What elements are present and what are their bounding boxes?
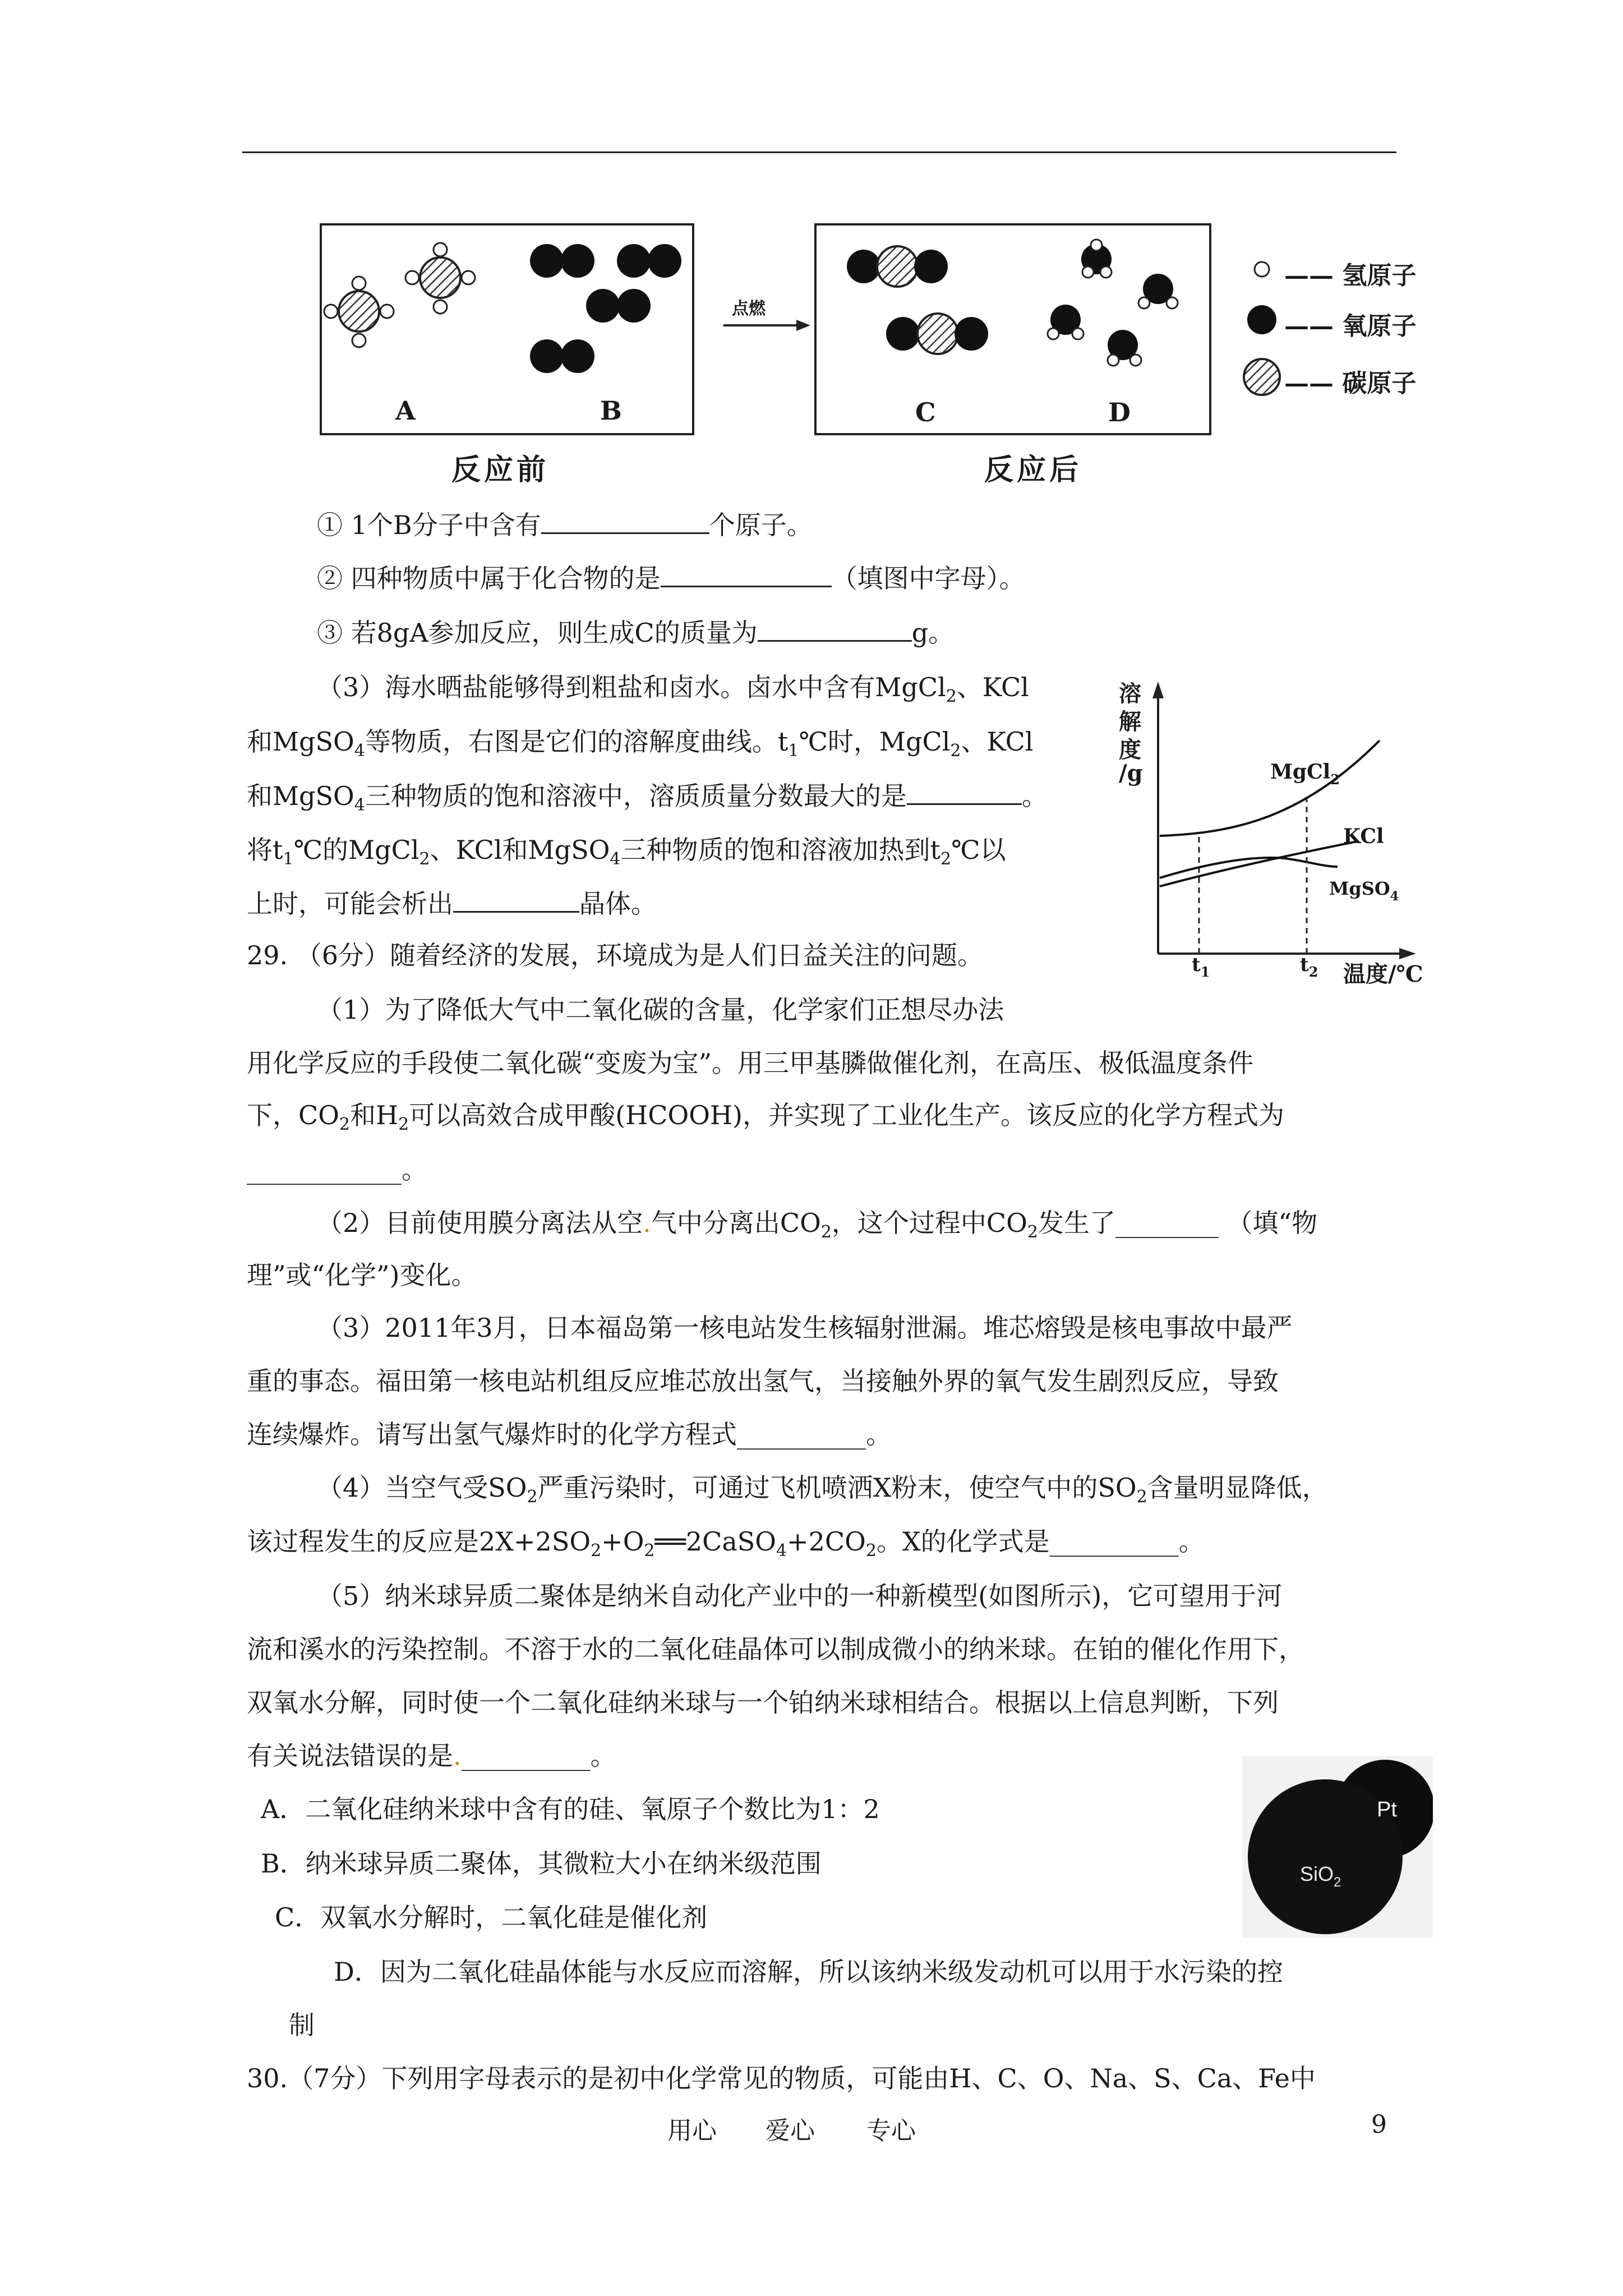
q29-p1-line2: 用化学反应的手段使二氧化碳“变废为宝”。用三甲基膦做催化剂，在高压、极低温度条件 — [247, 1048, 1254, 1078]
arrow-label: 点燃 — [732, 299, 766, 319]
q29-title: 29. （6分）随着经济的发展，环境成为是人们日益关注的问题。 — [247, 940, 984, 970]
oxygen-molecule — [530, 244, 594, 278]
methane-molecule — [324, 277, 394, 347]
legend-hydrogen: —— 氢原子 — [1284, 261, 1417, 290]
q29-p5-line1: （5）纳米球异质二聚体是纳米自动化产业中的一种新模型(如图所示)，它可望用于河 — [317, 1581, 1283, 1611]
q29-p2-line1: （2）目前使用膜分离法从空.气中分离出$CO_2$，这个过程中$CO_2$发生了________ （填“物 — [317, 1208, 1318, 1242]
q29-p1-line1: （1）为了降低大气中二氧化碳的含量，化学家们正想尽办法 — [317, 995, 1004, 1025]
pt-label: Pt — [1377, 1798, 1397, 1821]
answer-blank[interactable] — [907, 779, 1022, 805]
item-3: ③ 若8gA参加反应，则生成C的质量为 g。 — [317, 615, 954, 650]
q29-p3-line3: 连续爆炸。请写出氢气爆炸时的化学方程式__________。 — [247, 1419, 892, 1450]
option-c: C．双氧水分解时，二氧化硅是催化剂 — [275, 1902, 708, 1932]
answer-blank[interactable] — [661, 561, 832, 587]
legend-carbon: —— 碳原子 — [1284, 369, 1417, 398]
q29-p3-line2: 重的事态。福田第一核电站机组反应堆芯放出氢气，当接触外界的氧气发生剧烈反应，导致 — [247, 1366, 1279, 1396]
item-1: ① 1个B分子中含有 个原子。 — [317, 508, 813, 542]
hydrogen-atom-icon — [1255, 262, 1269, 277]
q29-p3-line1: （3）2011年3月，日本福岛第一核电站发生核辐射泄漏。堆芯熔毁是核电事故中最严 — [317, 1313, 1293, 1343]
kcl-label: KCl — [1343, 825, 1384, 848]
option-a: A．二氧化硅纳米球中含有的硅、氧原子个数比为1：2 — [261, 1794, 880, 1824]
q29-p1-line3: 下，$CO_2$和$H_2$可以高效合成甲酸(HCOOH)，并实现了工业化生产。该反应的化学方程式为 — [247, 1100, 1284, 1134]
mgso4-label: MgSO$_4$ — [1329, 878, 1399, 904]
reaction-arrow — [723, 320, 810, 331]
t2-label: $t_2$ — [1300, 954, 1318, 980]
reaction-diagram-molecules — [0, 0, 1623, 505]
t1-label: $t_1$ — [1192, 954, 1210, 980]
before-caption: 反应前 — [451, 453, 550, 487]
part3-line5: 上时，可能会析出 晶体。 — [247, 886, 657, 921]
oxygen-atom-icon — [1247, 305, 1276, 334]
q29-p5-line2: 流和溪水的污染控制。不溶于水的二氧化硅晶体可以制成微小的纳米球。在铂的催化作用下， — [247, 1634, 1304, 1664]
part3-line2: 和MgSO$_4$等物质，右图是它们的溶解度曲线。$t_1℃$时，MgCl$_2$、KCl — [247, 726, 1034, 761]
part3-line3: 和MgSO$_4$三种物质的饱和溶液中，溶质质量分数最大的是 。 — [247, 779, 1048, 822]
label-a: A — [395, 395, 419, 426]
y-axis-label-1: 溶 — [1119, 680, 1141, 707]
mgcl2-curve — [1160, 740, 1380, 836]
mgcl2-label: MgCl$_2$ — [1270, 760, 1340, 788]
kcl-curve — [1160, 841, 1357, 886]
q29-p1-line4: ____________。 — [247, 1154, 427, 1185]
sio2-label: SiO$_2$ — [1300, 1862, 1341, 1890]
carbon-atom-icon — [1244, 359, 1280, 395]
label-b: B — [600, 395, 625, 426]
legend-oxygen: —— 氧原子 — [1284, 312, 1417, 341]
carbon-dioxide-molecule — [847, 246, 948, 287]
oxygen-molecule — [530, 339, 594, 373]
x-axis-label: 温度/℃ — [1343, 961, 1423, 987]
q29-p5-line3: 双氧水分解，同时使一个二氧化硅纳米球与一个铂纳米球相结合。根据以上信息判断，下列 — [247, 1687, 1279, 1718]
part3-line4: 将$t_1℃$的MgCl$_2$、KCl和MgSO$_4$三种物质的饱和溶液加热到$t_2℃$以 — [247, 835, 1006, 869]
q29-p2-line2: 理”或“化学”)变化。 — [247, 1260, 477, 1290]
label-d: D — [1108, 397, 1134, 427]
q29-p4-line2: 该过程发生的反应是$2X+2SO_2+O_2══2CaSO_4+2CO_2$。X的化学式是__________。 — [247, 1526, 1205, 1561]
y-axis-label-3: 度 — [1119, 737, 1141, 763]
y-axis-label-2: 解 — [1119, 708, 1141, 735]
label-c: C — [915, 397, 939, 427]
oxygen-molecule — [617, 244, 681, 278]
q29-p5-line4: 有关说法错误的是.__________。 — [247, 1741, 616, 1771]
carbon-dioxide-molecule — [886, 314, 988, 354]
option-d-line2: 制 — [289, 2010, 315, 2040]
oxygen-molecule — [586, 289, 651, 323]
y-axis-label-4: /g — [1119, 760, 1143, 786]
water-molecule — [1108, 330, 1141, 366]
answer-blank[interactable] — [541, 508, 709, 534]
water-molecule — [1048, 305, 1083, 339]
answer-blank[interactable] — [453, 886, 579, 913]
nanoball-dimer-graphic — [1242, 1756, 1433, 1938]
footer-left: 用心 — [667, 2116, 717, 2145]
methane-molecule — [405, 243, 475, 314]
part3-line1: （3）海水晒盐能够得到粗盐和卤水。卤水中含有MgCl$_2$、KCl — [317, 672, 1029, 706]
footer-right: 专心 — [866, 2116, 916, 2145]
q29-p4-line1: （4）当空气受$SO_2$严重污染时，可通过飞机喷洒X粉末，使空气中的$SO_2$含量明显降低， — [317, 1473, 1328, 1507]
option-d-line1: D．因为二氧化硅晶体能与水反应而溶解，所以该纳米级发动机可以用于水污染的控 — [334, 1957, 1283, 1987]
mgso4-curve — [1160, 858, 1338, 878]
solubility-chart-plot — [1122, 673, 1436, 987]
q30-line: 30.（7分）下列用字母表示的是初中化学常见的物质，可能由H、C、O、Na、S、Ca、Fe中 — [247, 2063, 1316, 2093]
page-number: 9 — [1371, 2110, 1387, 2139]
water-molecule — [1138, 274, 1178, 309]
item-2: ② 四种物质中属于化合物的是 （填图中字母）。 — [317, 561, 1025, 595]
answer-blank[interactable] — [758, 615, 912, 642]
water-molecule — [1081, 240, 1112, 278]
footer-mid: 爱心 — [766, 2116, 815, 2145]
after-caption: 反应后 — [984, 453, 1082, 487]
option-b: B．纳米球异质二聚体，其微粒大小在纳米级范围 — [261, 1848, 822, 1879]
